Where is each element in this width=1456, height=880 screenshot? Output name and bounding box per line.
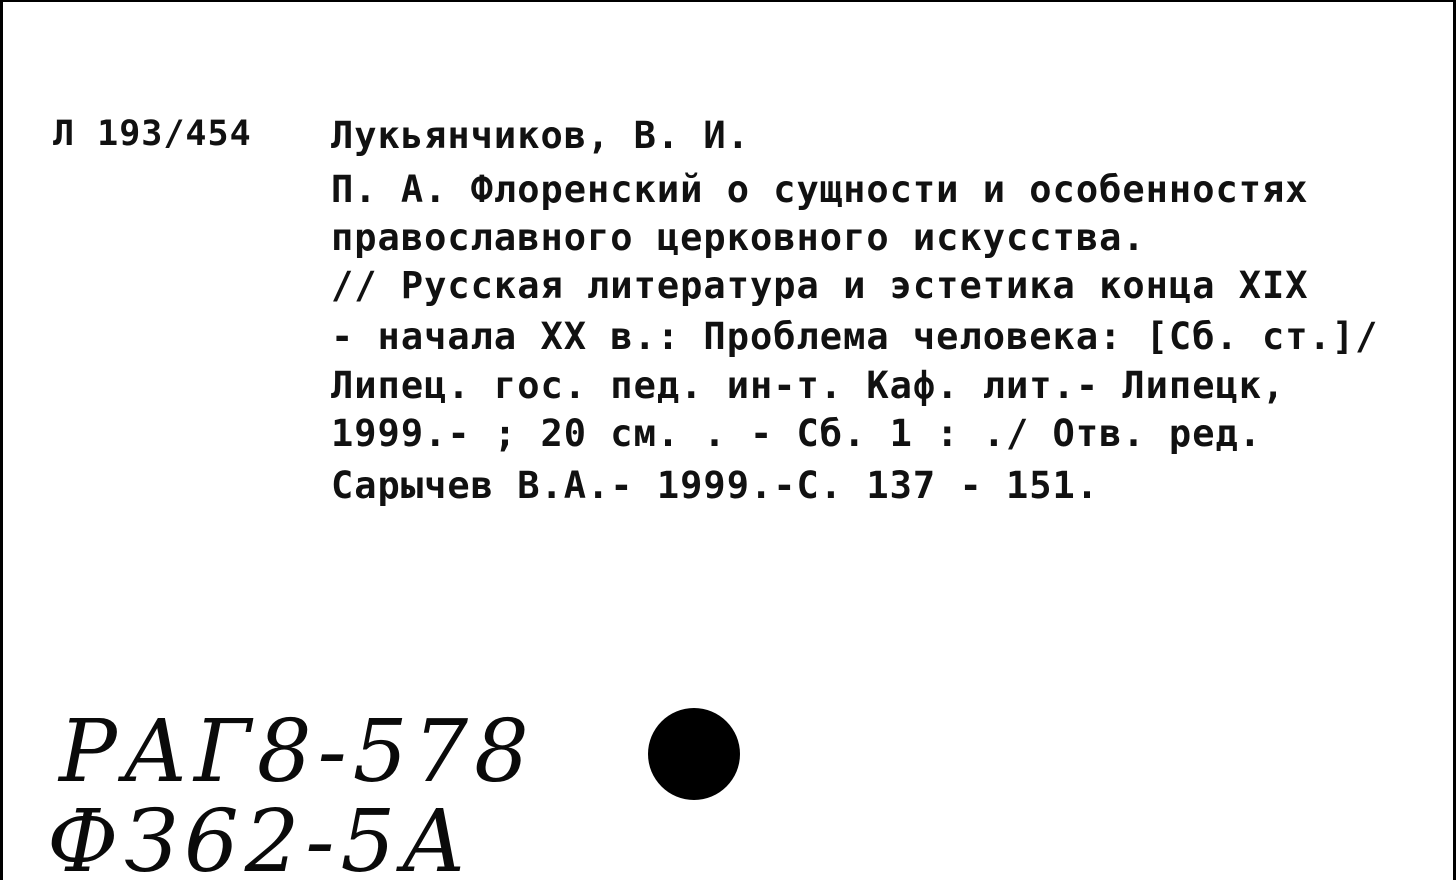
- title-line-2: православного церковного искусства.: [331, 216, 1146, 259]
- edition-line: 1999.- ; 20 см. . - Сб. 1 : ./ Отв. ред.: [331, 412, 1263, 455]
- punch-hole: [648, 708, 740, 800]
- publisher-line: Липец. гос. пед. ин-т. Каф. лит.- Липецк,: [331, 364, 1286, 407]
- source-line-2: - начала XX в.: Проблема человека: [Сб. ст.]/: [331, 315, 1379, 358]
- shelfmark: Л 193/454: [53, 114, 252, 154]
- source-line-1: // Русская литература и эстетика конца XIX: [331, 264, 1309, 307]
- handwritten-code-1: РАГ8-578: [59, 702, 535, 802]
- title-line-1: П. А. Флоренский о сущности и особенностях: [331, 168, 1309, 211]
- pages-line: Сарычев В.А.- 1999.-С. 137 - 151.: [331, 464, 1100, 507]
- author-line: Лукьянчиков, В. И.: [331, 114, 750, 157]
- handwritten-code-2: ФЗ62-5А: [47, 792, 473, 880]
